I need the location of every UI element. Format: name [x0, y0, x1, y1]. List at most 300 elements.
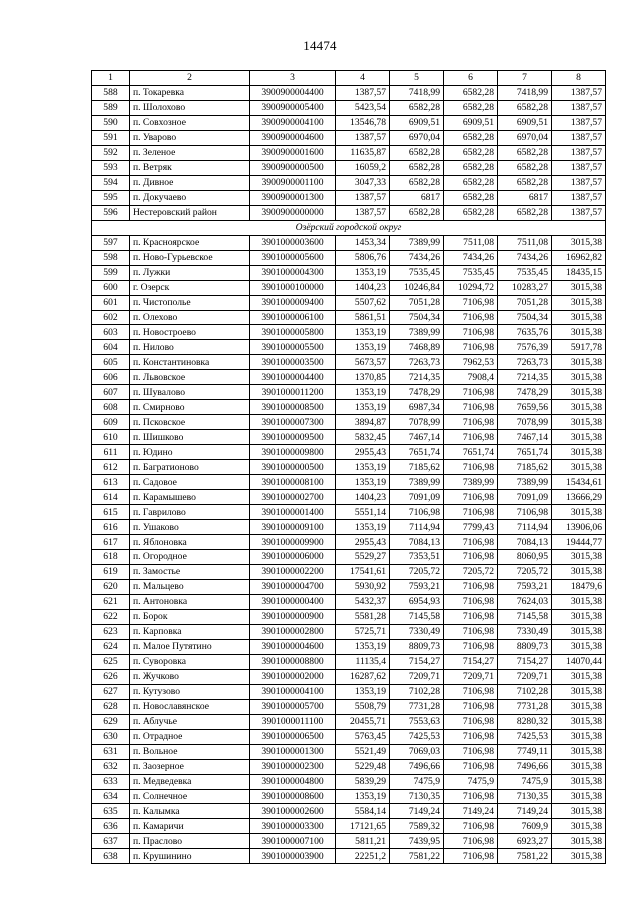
- table-cell: 7084,13: [390, 535, 444, 550]
- table-cell: 7511,08: [498, 235, 552, 250]
- table-cell: 7263,73: [390, 355, 444, 370]
- table-cell: 1387,57: [336, 130, 390, 145]
- table-cell: 7084,13: [498, 535, 552, 550]
- table-cell: 628: [92, 699, 130, 714]
- table-cell: 7731,28: [498, 699, 552, 714]
- table-cell: 3015,38: [552, 849, 606, 864]
- table-row: [92, 400, 606, 415]
- table-cell: п. Яблоновка: [130, 535, 250, 550]
- table-cell: 610: [92, 430, 130, 445]
- table-cell: 7609,9: [498, 819, 552, 834]
- table-cell: 5917,78: [552, 340, 606, 355]
- table-cell: 6954,93: [390, 594, 444, 609]
- table-cell: 3901000005600: [250, 250, 336, 265]
- table-cell: 7209,71: [444, 669, 498, 684]
- table-row: [92, 849, 606, 864]
- table-row: [92, 819, 606, 834]
- table-cell: 3900900004600: [250, 130, 336, 145]
- table-cell: 3901000000500: [250, 460, 336, 475]
- table-row: [92, 714, 606, 729]
- table-cell: п. Новостроево: [130, 325, 250, 340]
- table-cell: 1353,19: [336, 789, 390, 804]
- table-cell: 6923,27: [498, 834, 552, 849]
- table-cell: 1387,57: [552, 190, 606, 205]
- table-cell: 7434,26: [498, 250, 552, 265]
- table-cell: 3015,38: [552, 415, 606, 430]
- table-cell: 7154,27: [444, 654, 498, 669]
- table-cell: п. Суворовка: [130, 654, 250, 669]
- table-cell: 1387,57: [552, 100, 606, 115]
- table-cell: 3901000004600: [250, 639, 336, 654]
- table-cell: 3015,38: [552, 594, 606, 609]
- table-cell: 3900900001100: [250, 175, 336, 190]
- table-row: [92, 415, 606, 430]
- table-cell: 3015,38: [552, 550, 606, 565]
- table-cell: 3015,38: [552, 445, 606, 460]
- table-row: [92, 250, 606, 265]
- table-cell: г. Озерск: [130, 280, 250, 295]
- table-cell: 7149,24: [390, 804, 444, 819]
- table-cell: 7102,28: [390, 684, 444, 699]
- table-cell: 3015,38: [552, 280, 606, 295]
- table-row: [92, 430, 606, 445]
- table-cell: п. Гаврилово: [130, 505, 250, 520]
- table-cell: 6582,28: [498, 205, 552, 220]
- table-cell: 7106,98: [444, 639, 498, 654]
- table-cell: 3015,38: [552, 639, 606, 654]
- table-cell: 7553,63: [390, 714, 444, 729]
- table-cell: 18479,6: [552, 579, 606, 594]
- table-row: [92, 190, 606, 205]
- table-cell: 3900900000500: [250, 160, 336, 175]
- table-cell: 600: [92, 280, 130, 295]
- table-cell: 630: [92, 729, 130, 744]
- table-cell: 16962,82: [552, 250, 606, 265]
- table-cell: п. Кутузово: [130, 684, 250, 699]
- table-row: [92, 100, 606, 115]
- table-row: [92, 280, 606, 295]
- table-cell: 2955,43: [336, 535, 390, 550]
- table-cell: 617: [92, 535, 130, 550]
- table-cell: 5832,45: [336, 430, 390, 445]
- table-cell: 620: [92, 579, 130, 594]
- table-cell: 7389,99: [390, 235, 444, 250]
- table-cell: 3015,38: [552, 834, 606, 849]
- table-cell: 3901000002200: [250, 564, 336, 579]
- table-cell: 7106,98: [444, 729, 498, 744]
- table-cell: 3901000004700: [250, 579, 336, 594]
- table-cell: 7145,58: [498, 609, 552, 624]
- table-cell: 3015,38: [552, 729, 606, 744]
- table-cell: 7106,98: [444, 699, 498, 714]
- table-cell: 20455,71: [336, 714, 390, 729]
- column-header: 2: [130, 71, 250, 86]
- table-cell: 7434,26: [390, 250, 444, 265]
- table-cell: 7154,27: [498, 654, 552, 669]
- table-cell: п. Антоновка: [130, 594, 250, 609]
- table-cell: 7749,11: [498, 744, 552, 759]
- table-cell: 594: [92, 175, 130, 190]
- table-cell: 7106,98: [444, 430, 498, 445]
- table-cell: 3901000002600: [250, 804, 336, 819]
- table-cell: 1353,19: [336, 684, 390, 699]
- table-cell: 7051,28: [498, 295, 552, 310]
- table-cell: 595: [92, 190, 130, 205]
- table-row: [92, 535, 606, 550]
- table-cell: 3015,38: [552, 714, 606, 729]
- table-cell: 6582,28: [444, 85, 498, 100]
- table-cell: 7593,21: [390, 579, 444, 594]
- table-cell: 1353,19: [336, 475, 390, 490]
- table-cell: 1387,57: [552, 205, 606, 220]
- table-cell: 7106,98: [444, 744, 498, 759]
- table-row: [92, 145, 606, 160]
- table-cell: 7106,98: [444, 579, 498, 594]
- table-cell: 3901000002700: [250, 490, 336, 505]
- table-cell: 599: [92, 265, 130, 280]
- table-cell: 626: [92, 669, 130, 684]
- table-cell: 3900900004100: [250, 115, 336, 130]
- table-row: [92, 759, 606, 774]
- table-cell: 1387,57: [552, 85, 606, 100]
- table-cell: 7214,35: [390, 370, 444, 385]
- table-cell: 3015,38: [552, 819, 606, 834]
- table-cell: 607: [92, 385, 130, 400]
- table-cell: 7185,62: [498, 460, 552, 475]
- table-cell: 3901000007300: [250, 415, 336, 430]
- table-cell: 3901000011100: [250, 714, 336, 729]
- table-cell: п. Огородное: [130, 550, 250, 565]
- table-cell: 3901000009900: [250, 535, 336, 550]
- table-cell: 3901000008800: [250, 654, 336, 669]
- table-cell: 6909,51: [498, 115, 552, 130]
- table-cell: 3901000009100: [250, 520, 336, 535]
- table-cell: 635: [92, 804, 130, 819]
- table-cell: 8809,73: [390, 639, 444, 654]
- table-cell: п. Аблучье: [130, 714, 250, 729]
- table-row: [92, 490, 606, 505]
- table-row: [92, 699, 606, 714]
- table-cell: 7106,98: [444, 834, 498, 849]
- table-cell: 3015,38: [552, 624, 606, 639]
- table-cell: 7389,99: [444, 475, 498, 490]
- table-cell: 7263,73: [498, 355, 552, 370]
- table-cell: 1387,57: [552, 175, 606, 190]
- table-cell: 3901000002000: [250, 669, 336, 684]
- table-cell: 7106,98: [444, 400, 498, 415]
- table-cell: 3901000001400: [250, 505, 336, 520]
- table-cell: 7106,98: [444, 550, 498, 565]
- table-cell: 7535,45: [444, 265, 498, 280]
- table-cell: 615: [92, 505, 130, 520]
- table-cell: п. Ново-Гурьевское: [130, 250, 250, 265]
- table-cell: п. Отрадное: [130, 729, 250, 744]
- table-cell: 1387,57: [336, 85, 390, 100]
- table-cell: 602: [92, 310, 130, 325]
- table-row: [92, 235, 606, 250]
- table-cell: 7478,29: [498, 385, 552, 400]
- table-cell: 11135,4: [336, 654, 390, 669]
- table-cell: п. Медведевка: [130, 774, 250, 789]
- table-cell: 3901000005800: [250, 325, 336, 340]
- table-cell: 7418,99: [390, 85, 444, 100]
- table-cell: 3015,38: [552, 804, 606, 819]
- table-cell: 7468,89: [390, 340, 444, 355]
- table-header-row: [92, 71, 606, 86]
- table-cell: 7106,98: [444, 490, 498, 505]
- table-cell: 7106,98: [444, 340, 498, 355]
- table-cell: 3015,38: [552, 774, 606, 789]
- table-cell: 7154,27: [390, 654, 444, 669]
- table-cell: 7434,26: [444, 250, 498, 265]
- table-cell: 5423,54: [336, 100, 390, 115]
- table-row: [92, 115, 606, 130]
- table-cell: 6987,34: [390, 400, 444, 415]
- table-cell: 606: [92, 370, 130, 385]
- table-cell: 3901000002300: [250, 759, 336, 774]
- table-cell: п. Нилово: [130, 340, 250, 355]
- table-cell: 609: [92, 415, 130, 430]
- table-cell: 3047,33: [336, 175, 390, 190]
- table-cell: 3015,38: [552, 699, 606, 714]
- table-cell: 7635,76: [498, 325, 552, 340]
- table-cell: 3015,38: [552, 430, 606, 445]
- table-cell: 7467,14: [390, 430, 444, 445]
- table-cell: п. Новославянское: [130, 699, 250, 714]
- table-cell: 1387,57: [552, 145, 606, 160]
- table-cell: 3015,38: [552, 295, 606, 310]
- table-cell: 18435,15: [552, 265, 606, 280]
- table-cell: 7114,94: [390, 520, 444, 535]
- table-cell: п. Мальцево: [130, 579, 250, 594]
- table-cell: 613: [92, 475, 130, 490]
- table-cell: 3901000003300: [250, 819, 336, 834]
- table-cell: п. Смирново: [130, 400, 250, 415]
- table-cell: 3901000005500: [250, 340, 336, 355]
- table-row: [92, 160, 606, 175]
- table-cell: 619: [92, 564, 130, 579]
- table-cell: 3901000001300: [250, 744, 336, 759]
- table-cell: 1353,19: [336, 460, 390, 475]
- table-cell: 7504,34: [390, 310, 444, 325]
- table-cell: п. Докучаево: [130, 190, 250, 205]
- table-cell: 3901000003600: [250, 235, 336, 250]
- table-cell: 7106,98: [444, 684, 498, 699]
- table-cell: 3901000006100: [250, 310, 336, 325]
- table-cell: п. Вольное: [130, 744, 250, 759]
- table-cell: 7651,74: [498, 445, 552, 460]
- table-cell: 611: [92, 445, 130, 460]
- table-cell: 596: [92, 205, 130, 220]
- table-cell: 3901000100000: [250, 280, 336, 295]
- table-cell: 3015,38: [552, 235, 606, 250]
- table-row: [92, 340, 606, 355]
- table-cell: 3901000011200: [250, 385, 336, 400]
- table-cell: 623: [92, 624, 130, 639]
- table-cell: п. Замостье: [130, 564, 250, 579]
- table-cell: 6582,28: [390, 100, 444, 115]
- table-cell: 5673,57: [336, 355, 390, 370]
- table-cell: 3901000004100: [250, 684, 336, 699]
- table-cell: 633: [92, 774, 130, 789]
- table-cell: 7589,32: [390, 819, 444, 834]
- table-cell: 3901000006000: [250, 550, 336, 565]
- table-row: [92, 669, 606, 684]
- table-cell: 6970,04: [390, 130, 444, 145]
- table-cell: 19444,77: [552, 535, 606, 550]
- table-cell: 1353,19: [336, 639, 390, 654]
- table-cell: п. Карповка: [130, 624, 250, 639]
- table-cell: 592: [92, 145, 130, 160]
- table-cell: 6970,04: [498, 130, 552, 145]
- table-cell: 7908,4: [444, 370, 498, 385]
- table-cell: п. Уварово: [130, 130, 250, 145]
- table-cell: 17541,61: [336, 564, 390, 579]
- table-row: [92, 385, 606, 400]
- table-cell: 7106,98: [444, 594, 498, 609]
- table-cell: 625: [92, 654, 130, 669]
- table-row: [92, 624, 606, 639]
- table-cell: 7576,39: [498, 340, 552, 355]
- table-cell: 8060,95: [498, 550, 552, 565]
- table-row: [92, 804, 606, 819]
- table-cell: 6582,28: [444, 190, 498, 205]
- table-row: [92, 325, 606, 340]
- table-row: [92, 609, 606, 624]
- table-cell: 7439,95: [390, 834, 444, 849]
- column-header: 6: [444, 71, 498, 86]
- table-cell: 593: [92, 160, 130, 175]
- table-cell: 15434,61: [552, 475, 606, 490]
- table-cell: 7106,98: [390, 505, 444, 520]
- table-cell: 3015,38: [552, 759, 606, 774]
- table-cell: 7051,28: [390, 295, 444, 310]
- table-cell: 11635,87: [336, 145, 390, 160]
- table-row: [92, 265, 606, 280]
- table-cell: п. Борок: [130, 609, 250, 624]
- table-cell: 3901000004800: [250, 774, 336, 789]
- table-cell: 5521,49: [336, 744, 390, 759]
- table-cell: 1353,19: [336, 340, 390, 355]
- table-cell: 7205,72: [444, 564, 498, 579]
- table-cell: 6817: [390, 190, 444, 205]
- page-number: 14474: [303, 38, 337, 53]
- table-cell: 7106,98: [444, 759, 498, 774]
- table-cell: 16287,62: [336, 669, 390, 684]
- table-cell: 3894,87: [336, 415, 390, 430]
- table-cell: 7102,28: [498, 684, 552, 699]
- table-cell: 5229,48: [336, 759, 390, 774]
- table-cell: 5507,62: [336, 295, 390, 310]
- table-row: [92, 639, 606, 654]
- table-cell: 7114,94: [498, 520, 552, 535]
- table-cell: 590: [92, 115, 130, 130]
- table-cell: п. Зеленое: [130, 145, 250, 160]
- table-cell: 1353,19: [336, 325, 390, 340]
- table-cell: 3901000007100: [250, 834, 336, 849]
- table-row: [92, 774, 606, 789]
- table-cell: 13546,78: [336, 115, 390, 130]
- table-cell: 1387,57: [552, 115, 606, 130]
- table-cell: 7209,71: [498, 669, 552, 684]
- table-cell: 1353,19: [336, 385, 390, 400]
- table-cell: 7330,49: [498, 624, 552, 639]
- table-cell: 10294,72: [444, 280, 498, 295]
- table-cell: 7130,35: [498, 789, 552, 804]
- table-cell: 3015,38: [552, 400, 606, 415]
- table-cell: 603: [92, 325, 130, 340]
- table-cell: 618: [92, 550, 130, 565]
- table-cell: 604: [92, 340, 130, 355]
- table-cell: 3015,38: [552, 564, 606, 579]
- table-cell: 5861,51: [336, 310, 390, 325]
- table-cell: 614: [92, 490, 130, 505]
- table-cell: 3015,38: [552, 684, 606, 699]
- table-cell: 7106,98: [444, 460, 498, 475]
- table-cell: 3901000008100: [250, 475, 336, 490]
- table-cell: 589: [92, 100, 130, 115]
- table-cell: 7624,03: [498, 594, 552, 609]
- table-cell: 7106,98: [444, 789, 498, 804]
- table-cell: 6582,28: [390, 160, 444, 175]
- table-row: [92, 445, 606, 460]
- table-cell: 627: [92, 684, 130, 699]
- table-cell: 6582,28: [498, 160, 552, 175]
- table-cell: 637: [92, 834, 130, 849]
- table-cell: 3015,38: [552, 370, 606, 385]
- table-cell: 3015,38: [552, 609, 606, 624]
- table-cell: п. Заозерное: [130, 759, 250, 774]
- table-cell: 7149,24: [498, 804, 552, 819]
- table-cell: 1387,57: [552, 160, 606, 175]
- table-cell: п. Красноярское: [130, 235, 250, 250]
- table-cell: п. Шувалово: [130, 385, 250, 400]
- table-cell: п. Псковское: [130, 415, 250, 430]
- table-cell: 3901000009800: [250, 445, 336, 460]
- table-cell: 622: [92, 609, 130, 624]
- table-cell: п. Багратионово: [130, 460, 250, 475]
- table-cell: 7091,09: [498, 490, 552, 505]
- table-row: [92, 520, 606, 535]
- table-cell: 7418,99: [498, 85, 552, 100]
- table-cell: 3901000000400: [250, 594, 336, 609]
- table-cell: 605: [92, 355, 130, 370]
- table-cell: 3901000003900: [250, 849, 336, 864]
- table-cell: 7478,29: [390, 385, 444, 400]
- table-row: [92, 744, 606, 759]
- table-cell: 7209,71: [390, 669, 444, 684]
- table-cell: 3900900001600: [250, 145, 336, 160]
- table-cell: п. Константиновка: [130, 355, 250, 370]
- table-row: [92, 475, 606, 490]
- table-cell: 5432,37: [336, 594, 390, 609]
- table-cell: 7425,53: [498, 729, 552, 744]
- table-cell: 7535,45: [390, 265, 444, 280]
- table-cell: 6817: [498, 190, 552, 205]
- table-cell: п. Олехово: [130, 310, 250, 325]
- table-cell: 7467,14: [498, 430, 552, 445]
- table-cell: 3015,38: [552, 355, 606, 370]
- table-cell: 7106,98: [444, 624, 498, 639]
- table-cell: 631: [92, 744, 130, 759]
- table-cell: 1370,85: [336, 370, 390, 385]
- table-cell: 624: [92, 639, 130, 654]
- table-cell: 3900900000000: [250, 205, 336, 220]
- table-cell: 5508,79: [336, 699, 390, 714]
- table-cell: п. Солнечное: [130, 789, 250, 804]
- table-cell: п. Шишково: [130, 430, 250, 445]
- table-cell: 7511,08: [444, 235, 498, 250]
